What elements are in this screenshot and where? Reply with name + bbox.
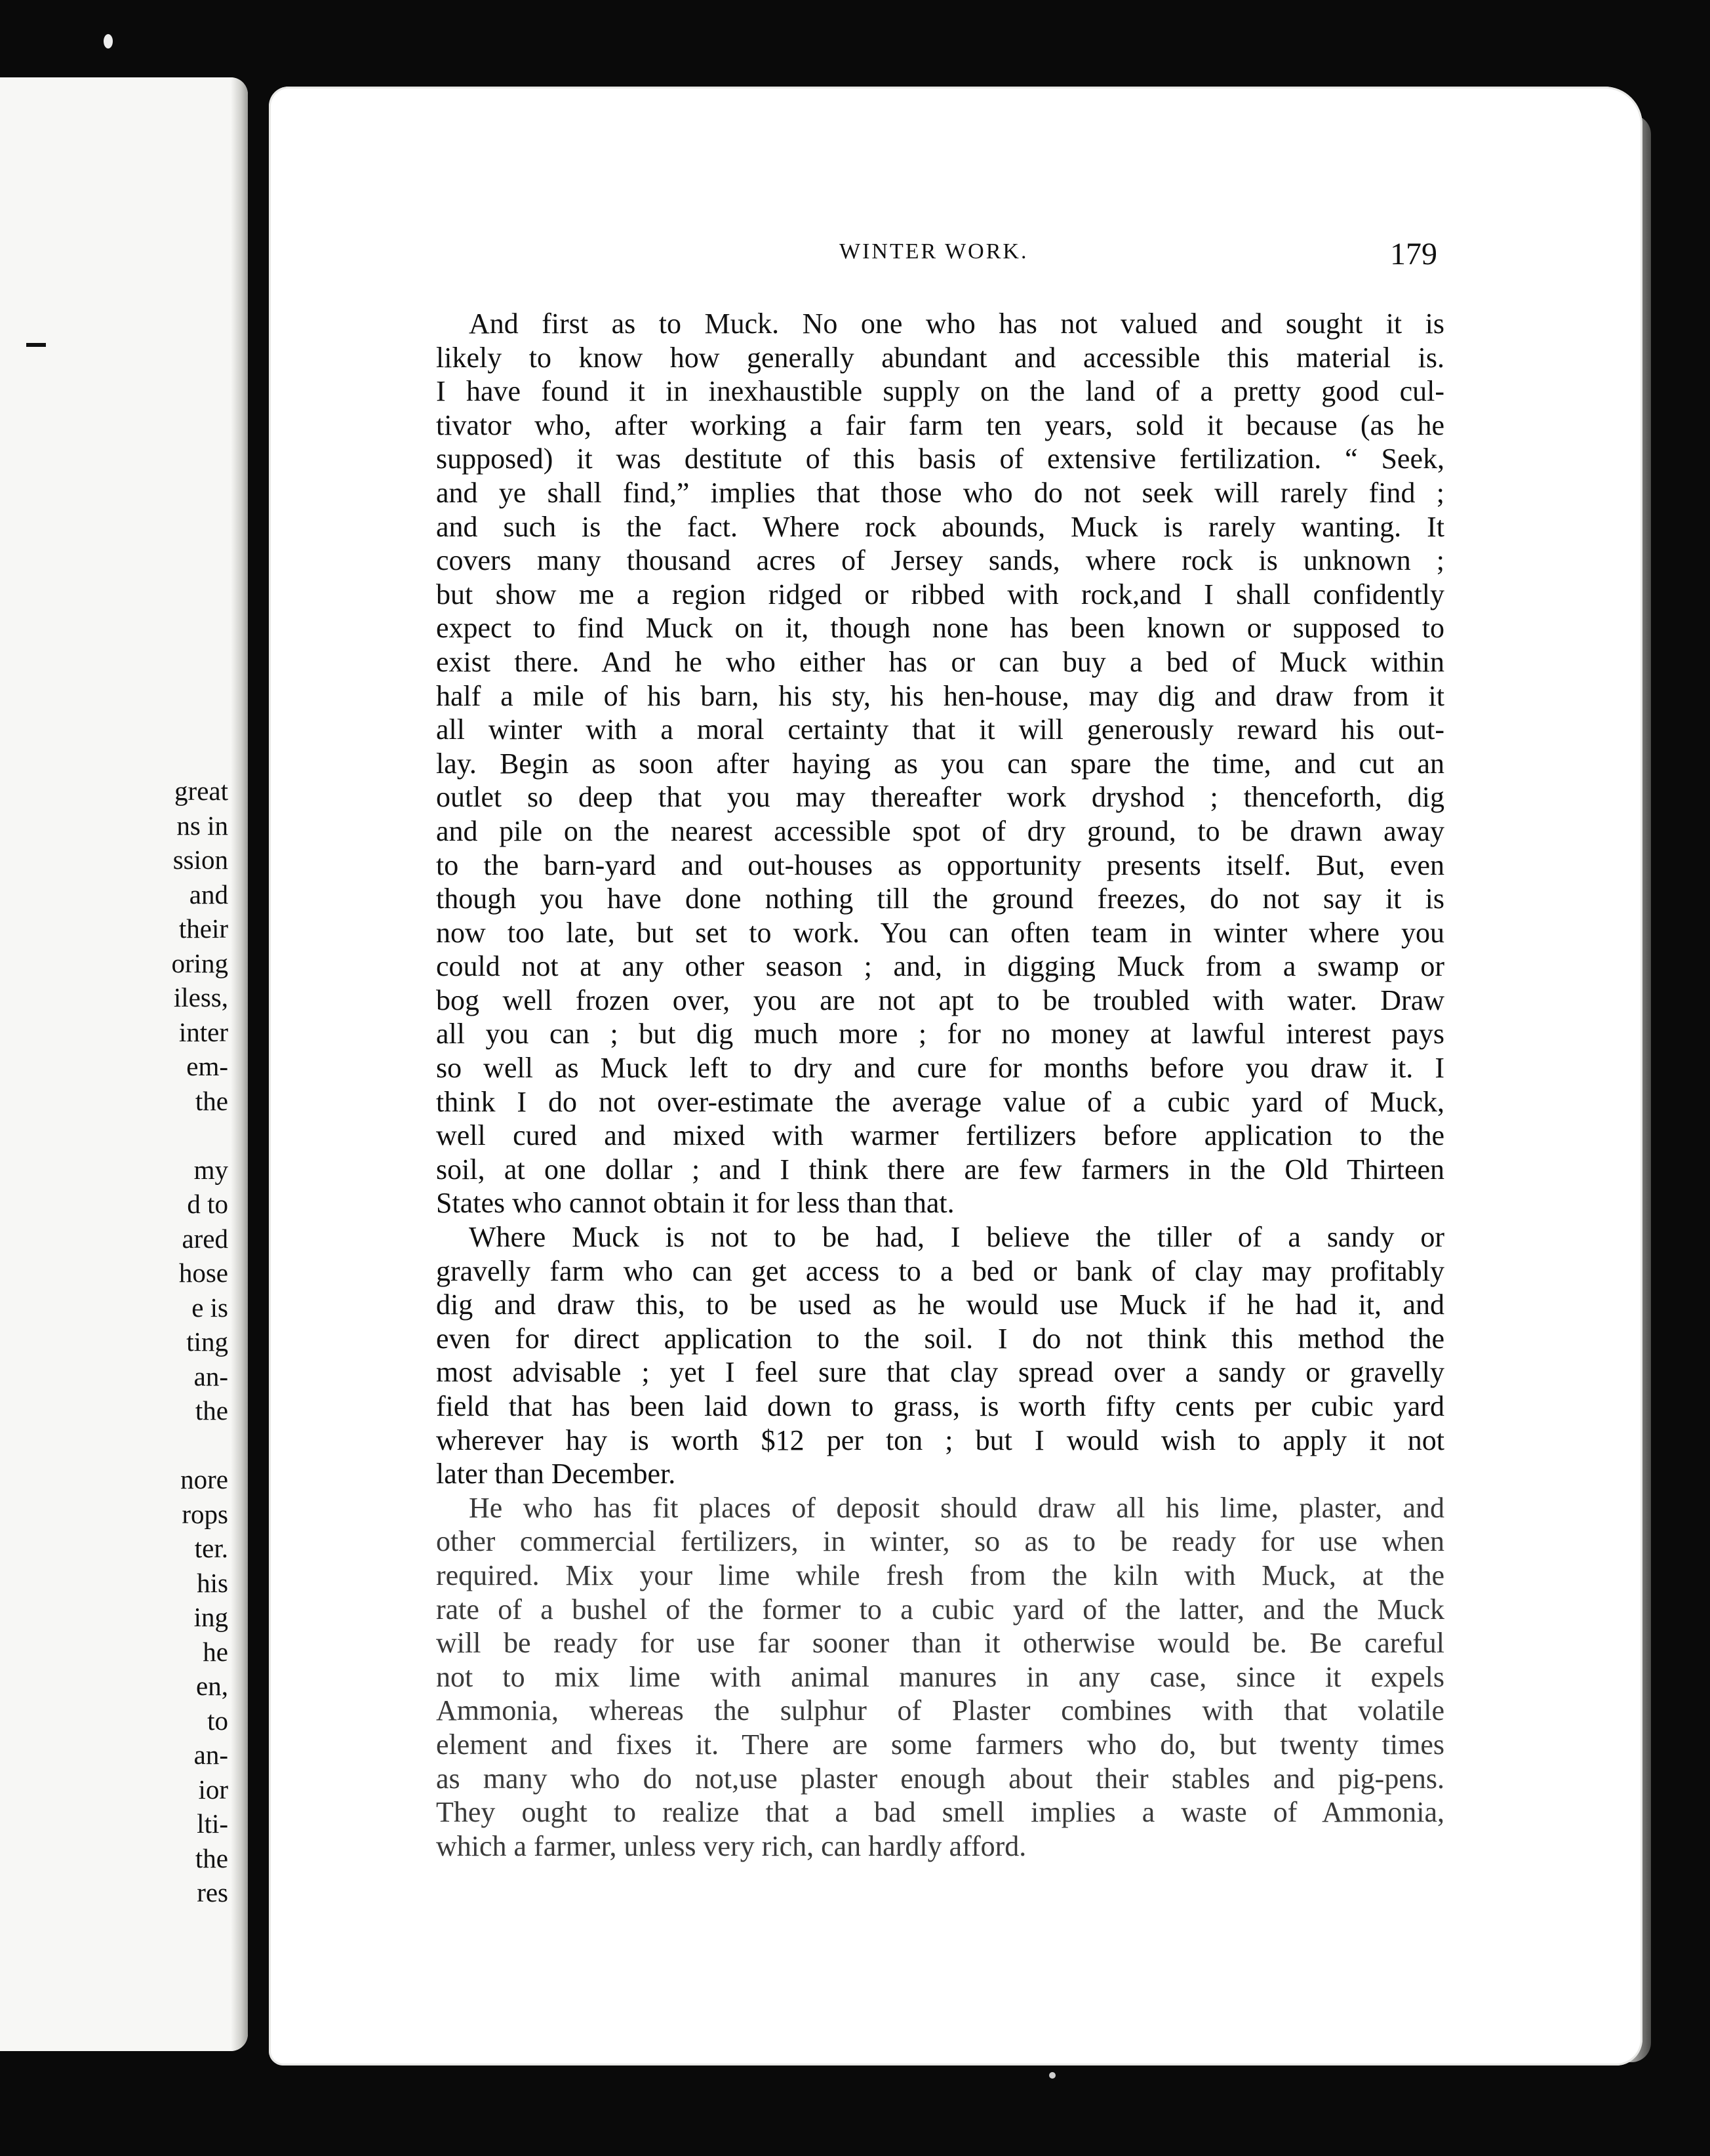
- previous-page-line-fragment: rops: [182, 1498, 228, 1529]
- previous-page-line-fragment: the: [195, 1085, 228, 1116]
- previous-page-line-fragment: to: [207, 1705, 228, 1736]
- text-line: Ammonia, whereas the sulphur of Plaster combines with that volatile: [436, 1694, 1444, 1727]
- scan-speck: [1049, 2072, 1056, 2079]
- text-line: and ye shall find,” implies that those who do not seek will rarely find ;: [436, 476, 1444, 509]
- text-line: He who has fit places of deposit should draw all his lime, plaster, and: [469, 1491, 1444, 1524]
- text-line: could not at any other season ; and, in digging Muck from a swamp or: [436, 950, 1444, 983]
- previous-page-line-fragment: great: [174, 776, 228, 806]
- previous-page-line-fragment: hose: [178, 1258, 228, 1288]
- text-line: now too late, but set to work. You can often team in winter where you: [436, 916, 1444, 949]
- previous-page-line-fragment: em-: [186, 1051, 228, 1081]
- paragraph: [436, 307, 1444, 1220]
- paragraph: [436, 1220, 1444, 1491]
- previous-page-line-fragment: en,: [196, 1671, 228, 1701]
- text-line: all winter with a moral certainty that it will generously reward his out-: [436, 713, 1444, 746]
- page-body: [436, 307, 1444, 1863]
- previous-page-line-fragment: inter: [178, 1016, 228, 1047]
- text-line: dig and draw this, to be used as he would use Muck if he had it, and: [436, 1288, 1444, 1321]
- previous-page-line-fragment: his: [197, 1567, 228, 1598]
- text-line: later than December.: [436, 1458, 676, 1490]
- text-line: wherever hay is worth $12 per ton ; but I would wish to apply it not: [436, 1424, 1444, 1456]
- text-line: lay. Begin as soon after haying as you can spare the time, and cut an: [436, 747, 1444, 780]
- text-line: outlet so deep that you may thereafter work dryshod ; thenceforth, dig: [436, 781, 1444, 814]
- text-line: expect to find Muck on it, though none has been known or supposed to: [436, 612, 1444, 645]
- text-line: not to mix lime with animal manures in any case, since it expels: [436, 1660, 1444, 1693]
- previous-page-line-fragment: the: [195, 1395, 228, 1426]
- page-mark: [26, 343, 46, 347]
- previous-page-line-fragment: and: [189, 879, 228, 909]
- previous-page-line-fragment: res: [197, 1877, 228, 1907]
- text-line: will be ready for use far sooner than it otherwise would be. Be careful: [436, 1627, 1444, 1660]
- previous-page-line-fragment: ior: [198, 1774, 228, 1805]
- text-line: half a mile of his barn, his sty, his hen-house, may dig and draw from it: [436, 679, 1444, 712]
- text-line: They ought to realize that a bad smell implies a waste of Ammonia,: [436, 1796, 1444, 1829]
- text-line: most advisable ; yet I feel sure that clay spread over a sandy or gravelly: [436, 1356, 1444, 1389]
- previous-page-line-fragment: [31, 1428, 228, 1463]
- text-line: as many who do not,use plaster enough about their stables and pig-pens.: [436, 1762, 1444, 1795]
- text-line: all you can ; but dig much more ; for no money at lawful interest pays: [436, 1018, 1444, 1050]
- previous-page-line-fragment: e is: [191, 1292, 228, 1323]
- previous-page-line-fragment: d to: [187, 1189, 228, 1219]
- previous-page-line-fragment: oring: [171, 948, 228, 978]
- previous-page-line-fragment: an-: [193, 1361, 228, 1391]
- text-line: well cured and mixed with warmer fertilizers before application to the: [436, 1119, 1444, 1152]
- text-line: States who cannot obtain it for less than that.: [436, 1187, 955, 1220]
- text-line: likely to know how generally abundant and accessible this material is.: [436, 341, 1444, 374]
- previous-page-line-fragment: ter.: [194, 1533, 228, 1563]
- text-line: element and fixes it. There are some farmers who do, but twenty times: [436, 1728, 1444, 1761]
- text-line: supposed) it was destitute of this basis of extensive fertilization. “ Seek,: [436, 443, 1444, 475]
- book-gutter: [231, 77, 248, 2051]
- text-line: I have found it in inexhaustible supply on the land of a pretty good cul-: [436, 375, 1444, 408]
- text-line: to the barn-yard and out-houses as opportunity presents itself. But, even: [436, 848, 1444, 881]
- previous-page-line-fragment: [31, 1118, 228, 1153]
- page-number: 179: [1390, 237, 1437, 271]
- text-line: required. Mix your lime while fresh from the kiln with Muck, at the: [436, 1559, 1444, 1591]
- text-line: which a farmer, unless very rich, can hardly afford.: [436, 1829, 1027, 1862]
- text-line: and pile on the nearest accessible spot of dry ground, to be drawn away: [436, 814, 1444, 847]
- text-line: even for direct application to the soil. I do not think this method the: [436, 1322, 1444, 1355]
- text-line: Where Muck is not to be had, I believe the tiller of a sandy or: [469, 1221, 1444, 1254]
- paragraph: [436, 1491, 1444, 1864]
- previous-page-line-fragment: nore: [180, 1464, 228, 1494]
- text-line: so well as Muck left to dry and cure for months before you draw it. I: [436, 1052, 1444, 1085]
- previous-page-line-fragment: ssion: [172, 845, 228, 875]
- text-line: bog well frozen over, you are not apt to be troubled with water. Draw: [436, 984, 1444, 1016]
- previous-page-text-fragments: [31, 774, 228, 1910]
- running-head: WINTER WORK.: [839, 239, 1029, 264]
- text-line: though you have done nothing till the ground freezes, do not say it is: [436, 883, 1444, 915]
- previous-page-line-fragment: ing: [193, 1602, 228, 1632]
- text-line: And first as to Muck. No one who has not valued and sought it is: [469, 308, 1444, 340]
- text-line: tivator who, after working a fair farm ten years, sold it because (as he: [436, 409, 1444, 441]
- text-line: other commercial fertilizers, in winter, so as to be ready for use when: [436, 1525, 1444, 1558]
- scan-speck: [104, 34, 113, 49]
- previous-page-line-fragment: my: [193, 1154, 228, 1185]
- text-line: gravelly farm who can get access to a bed or bank of clay may profitably: [436, 1254, 1444, 1287]
- text-line: think I do not over-estimate the average value of a cubic yard of Muck,: [436, 1085, 1444, 1118]
- text-line: exist there. And he who either has or can buy a bed of Muck within: [436, 645, 1444, 678]
- text-line: covers many thousand acres of Jersey sands, where rock is unknown ;: [436, 544, 1444, 577]
- previous-page-line-fragment: lti-: [197, 1808, 228, 1839]
- previous-page-line-fragment: he: [203, 1636, 228, 1667]
- text-line: rate of a bushel of the former to a cubic yard of the latter, and the Muck: [436, 1593, 1444, 1626]
- previous-page-line-fragment: iless,: [173, 982, 228, 1012]
- previous-page-line-fragment: ared: [182, 1223, 228, 1254]
- text-line: but show me a region ridged or ribbed with rock,and I shall confidently: [436, 578, 1444, 610]
- previous-page-line-fragment: an-: [193, 1740, 228, 1770]
- previous-page: [0, 77, 248, 2051]
- previous-page-line-fragment: ns in: [176, 810, 228, 841]
- previous-page-line-fragment: the: [195, 1843, 228, 1873]
- text-line: field that has been laid down to grass, is worth fifty cents per cubic yard: [436, 1390, 1444, 1422]
- previous-page-line-fragment: their: [178, 913, 228, 944]
- text-line: soil, at one dollar ; and I think there are few farmers in the Old Thirteen: [436, 1153, 1444, 1186]
- previous-page-line-fragment: ting: [186, 1327, 228, 1357]
- text-line: and such is the fact. Where rock abounds, Muck is rarely wanting. It: [436, 510, 1444, 543]
